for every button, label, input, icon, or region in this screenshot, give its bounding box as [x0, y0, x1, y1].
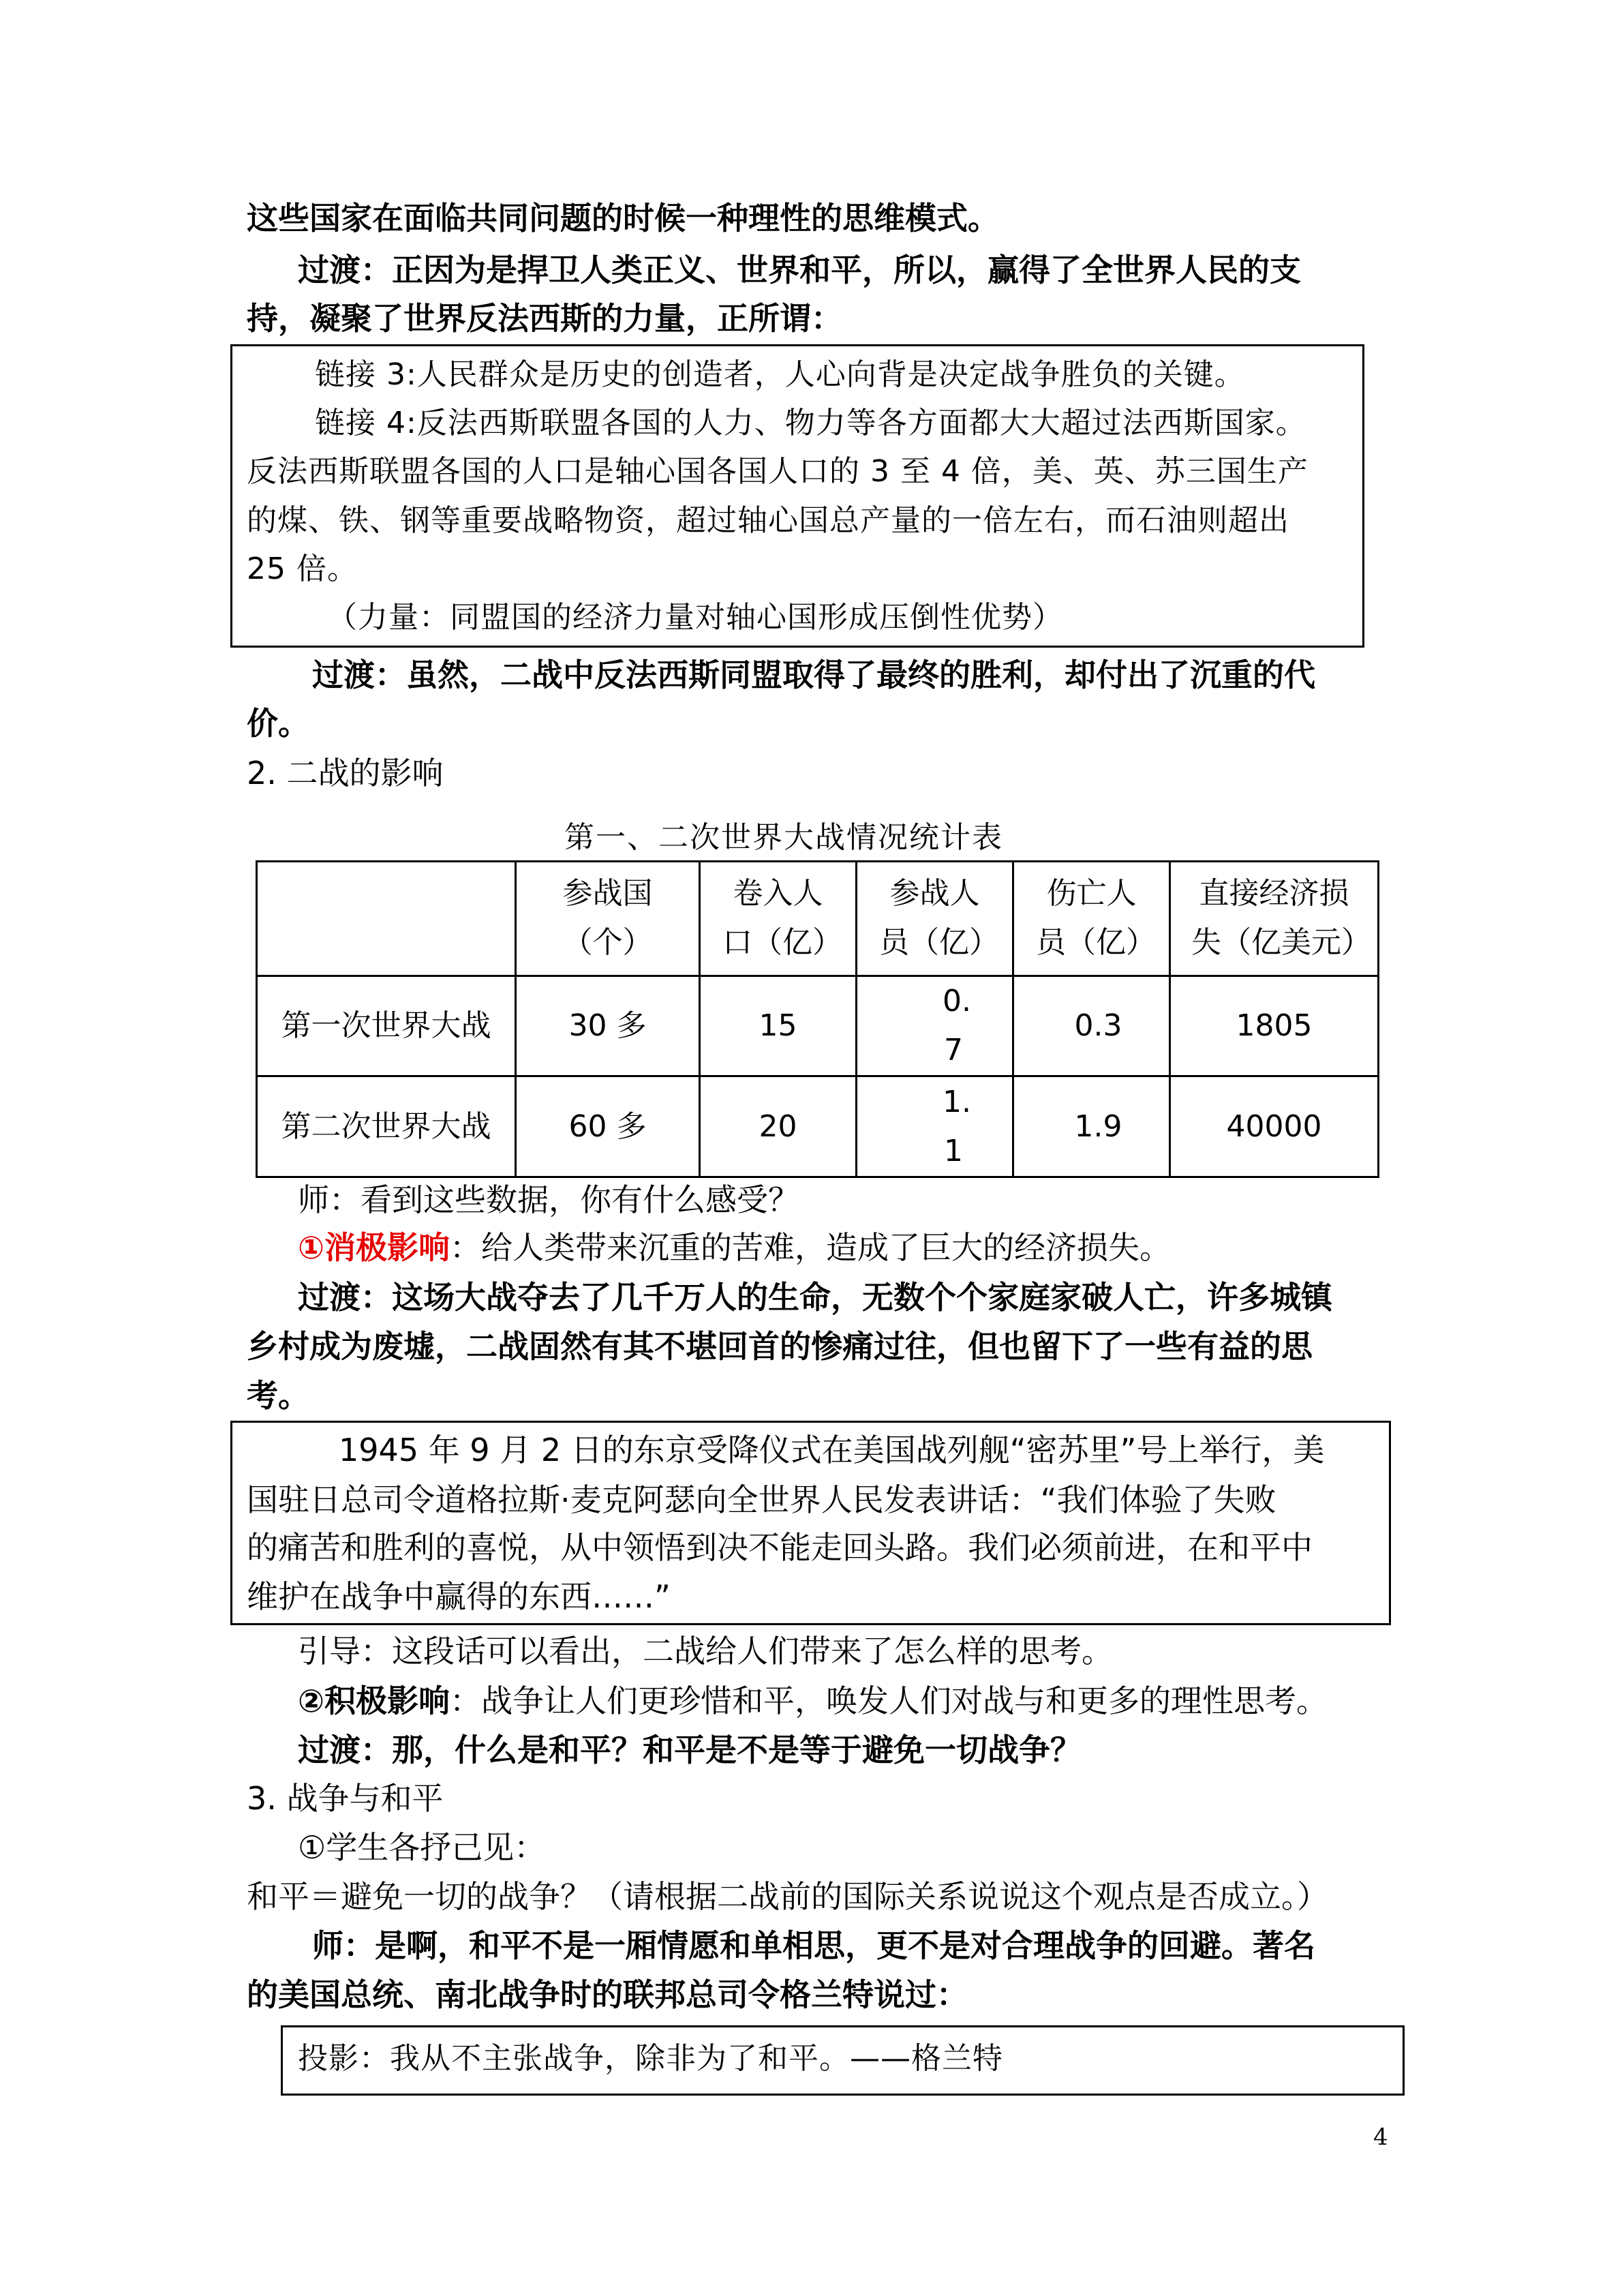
transition-1-line2: 持，凝聚了世界反法西斯的力量，正所谓： [247, 300, 842, 337]
transition-4: 过渡：那，什么是和平？和平是不是等于避免一切战争？ [298, 1732, 1082, 1768]
table-row [257, 976, 1379, 1076]
positive-impact-label: ②积极影响 [298, 1682, 450, 1719]
teacher-question-1: 师：看到这些数据，你有什么感受？ [298, 1181, 799, 1218]
table-caption: 第一、二次世界大战情况统计表 [564, 820, 1003, 855]
link-4-line4: 25 倍。 [247, 552, 358, 586]
section-3-heading: 3. 战争与和平 [247, 1780, 444, 1817]
transition-2-line1: 过渡：虽然，二战中反法西斯同盟取得了最终的胜利，却付出了沉重的代 [312, 656, 1315, 693]
negative-impact-text: ：给人类带来沉重的苦难，造成了巨大的经济损失。 [449, 1229, 1171, 1266]
cell-ww2-personnel: 1.1 [857, 1076, 1013, 1177]
transition-3-line2: 乡村成为废墟，二战固然有其不堪回首的惨痛过往，但也留下了一些有益的思 [247, 1328, 1313, 1365]
war-statistics-table [256, 860, 1379, 1178]
negative-impact-label: ①消极影响 [298, 1229, 450, 1266]
header-personnel: 参战人员（亿） [857, 862, 1013, 976]
cell-ww1-personnel: 0.7 [857, 976, 1013, 1076]
link-4-line2: 反法西斯联盟各国的人口是轴心国各国人口的 3 至 4 倍，美、英、苏三国生产 [247, 454, 1309, 489]
positive-impact-text: ：战争让人们更珍惜和平，唤发人们对战与和更多的理性思考。 [449, 1682, 1328, 1719]
positive-impact [298, 1680, 1328, 1721]
section-2-heading: 2. 二战的影响 [247, 755, 444, 791]
link-4-text: 链接 4:反法西斯联盟各国的人力、物力等各方面都大大超过法西斯国家。 [315, 406, 1306, 440]
quote-line-4: 维护在战争中赢得的东西……” [247, 1578, 671, 1615]
transition-2-line2: 价。 [247, 705, 309, 742]
peace-question: 和平＝避免一切的战争？（请根据二战前的国际关系说说这个观点是否成立。） [247, 1878, 1328, 1915]
quote-line-3: 的痛苦和胜利的喜悦，从中领悟到决不能走回头路。我们必须前进，在和平中 [247, 1529, 1313, 1566]
cell-ww1-economic-loss: 1805 [1170, 976, 1379, 1076]
negative-impact [298, 1227, 1171, 1268]
transition-3-line3: 考。 [247, 1377, 309, 1414]
quote-line-2: 国驻日总司令道格拉斯·麦克阿瑟向全世界人民发表讲话：“我们体验了失败 [247, 1481, 1276, 1518]
header-population: 卷入人口（亿） [700, 862, 857, 976]
cell-ww1-countries: 30 多 [516, 976, 700, 1076]
table-header-row [257, 862, 1379, 976]
row-label-ww1: 第一次世界大战 [257, 976, 516, 1076]
power-note: （力量：同盟国的经济力量对轴心国形成压倒性优势） [327, 600, 1063, 635]
cell-ww1-casualties: 0.3 [1013, 976, 1170, 1076]
cell-ww2-countries: 60 多 [516, 1076, 700, 1177]
header-casualties: 伤亡人员（亿） [1013, 862, 1170, 976]
quote-line-1: 1945 年 9 月 2 日的东京受降仪式在美国战列舰“密苏里”号上举行，美 [339, 1432, 1325, 1468]
transition-3-line1: 过渡：这场大战夺去了几千万人的生命，无数个个家庭家破人亡，许多城镇 [298, 1279, 1332, 1316]
link-3-text: 链接 3:人民群众是历史的创造者，人心向背是决定战争胜负的关键。 [315, 357, 1245, 392]
paragraph-p1: 这些国家在面临共同问题的时候一种理性的思维模式。 [247, 200, 999, 237]
cell-ww2-casualties: 1.9 [1013, 1076, 1170, 1177]
transition-1-line1: 过渡：正因为是捍卫人类正义、世界和平，所以，赢得了全世界人民的支 [298, 252, 1301, 288]
row-label-ww2: 第二次世界大战 [257, 1076, 516, 1177]
header-economic-loss: 直接经济损失（亿美元） [1170, 862, 1379, 976]
cell-ww2-population: 20 [700, 1076, 857, 1177]
header-blank [257, 862, 516, 976]
students-opinions: ①学生各抒己见： [298, 1829, 546, 1866]
table-row [257, 1076, 1379, 1177]
link-4-line3: 的煤、铁、钢等重要战略物资，超过轴心国总产量的一倍左右，而石油则超出 [247, 503, 1289, 538]
page-number: 4 [1373, 2124, 1388, 2151]
grant-quote: 投影：我从不主张战争，除非为了和平。——格兰特 [298, 2041, 1003, 2076]
teacher-remark-line2: 的美国总统、南北战争时的联邦总司令格兰特说过： [247, 1976, 968, 2013]
cell-ww1-population: 15 [700, 976, 857, 1076]
guide-text: 引导：这段话可以看出，二战给人们带来了怎么样的思考。 [298, 1633, 1113, 1670]
teacher-remark-line1: 师：是啊，和平不是一厢情愿和单相思，更不是对合理战争的回避。著名 [312, 1927, 1315, 1964]
header-countries: 参战国（个） [516, 862, 700, 976]
cell-ww2-economic-loss: 40000 [1170, 1076, 1379, 1177]
